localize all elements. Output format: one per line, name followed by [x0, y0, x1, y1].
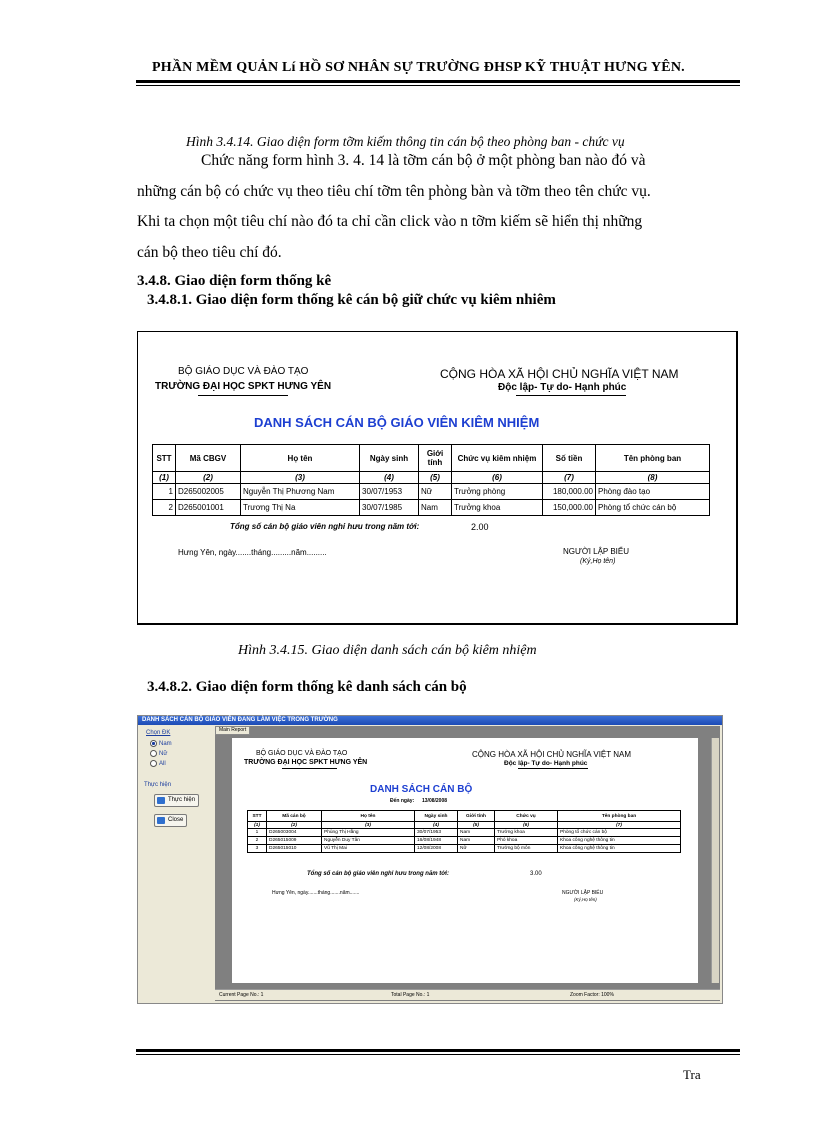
run-icon — [157, 797, 165, 804]
status-total-page: Total Page No.: 1 — [391, 992, 430, 998]
table-header-row — [153, 445, 710, 472]
table-row — [153, 500, 710, 516]
column-number: (6) — [452, 472, 543, 484]
cell-department: Phòng tổ chức cán bộ — [596, 500, 710, 516]
status-zoom: Zoom Factor: 100% — [570, 992, 614, 998]
signer-title: NGƯỜI LẬP BIỂU — [562, 890, 604, 896]
column-header: STT — [248, 811, 267, 822]
section-heading-3-4-8-2: 3.4.8.2. Giao diện form thống kê danh sách cán bộ — [147, 679, 467, 695]
paragraph-line: Khi ta chọn một tiêu chí nào đó ta chỉ cần click vào n tỡm kiếm sẽ hiển thị những — [137, 213, 643, 230]
total-value: 2.00 — [471, 522, 489, 532]
national-motto: Độc lập- Tự do- Hạnh phúc — [504, 760, 588, 767]
signer-note: (Ký,Họ tên) — [574, 897, 597, 902]
app-window-staff-list — [137, 715, 723, 1004]
column-header: Số tiền — [543, 445, 596, 472]
radio-female[interactable] — [150, 750, 167, 757]
cell-department: Khoa công nghệ thông tin — [558, 837, 681, 845]
total-label: Tổng số cán bộ giáo viên nghỉ hưu trong năm tới: — [307, 871, 449, 877]
table-row — [248, 845, 681, 853]
report-viewer — [215, 726, 720, 1001]
cell-gender: Nam — [458, 829, 495, 837]
column-number: (4) — [415, 822, 458, 829]
cell-department: Khoa công nghệ thông tin — [558, 845, 681, 853]
cell-dob: 30/07/1985 — [360, 500, 419, 516]
paragraph-line: Chức năng form hình 3. 4. 14 là tỡm cán bộ ở một phòng ban nào đó và — [201, 152, 646, 169]
ministry-name: BỘ GIÁO DỤC VÀ ĐÀO TẠO — [256, 750, 348, 757]
school-name: TRƯỜNG ĐẠI HỌC SPKT HƯNG YÊN — [155, 381, 332, 392]
column-header: Mã cán bộ — [267, 811, 322, 822]
cell-position: Phó khoa — [495, 837, 558, 845]
cell-id: D265015009 — [267, 837, 322, 845]
sidebar-panel — [140, 726, 210, 1000]
column-header: Ngày sinh — [360, 445, 419, 472]
status-current-page: Current Page No.: 1 — [219, 992, 264, 998]
footer-rule-thin — [136, 1054, 740, 1055]
table-row — [248, 829, 681, 837]
concurrent-staff-table — [152, 444, 710, 516]
signer-title: NGƯỜI LẬP BIỂU — [563, 547, 630, 556]
cell-position: Trưởng khoa — [495, 829, 558, 837]
cell-department: Phòng tổ chức cán bộ — [558, 829, 681, 837]
column-header: Giới tính — [458, 811, 495, 822]
cell-amount: 150,000.00 — [543, 500, 596, 516]
cell-position: Trưởng khoa — [452, 500, 543, 516]
ministry-name: BỘ GIÁO DỤC VÀ ĐÀO TẠO — [178, 366, 309, 377]
radio-male[interactable] — [150, 740, 172, 747]
cell-gender: Nam — [419, 500, 452, 516]
window-title-bar[interactable]: DANH SÁCH CÁN BỘ GIÁO VIÊN ĐANG LÀM VIỆC TRONG TRƯỜNG — [138, 716, 722, 725]
column-number: (2) — [176, 472, 241, 484]
radio-label: Nam — [159, 741, 172, 748]
republic-title: CỘNG HÒA XÃ HỘI CHỦ NGHĨA VIỆT NAM — [472, 750, 631, 759]
column-header: Ngày sinh — [415, 811, 458, 822]
column-number: (1) — [153, 472, 176, 484]
cell-name: Phùng Thị Hằng — [322, 829, 415, 837]
vertical-scrollbar[interactable] — [711, 738, 719, 983]
close-button-label: Close — [168, 817, 184, 823]
cell-gender: Nữ — [419, 484, 452, 500]
close-icon — [157, 817, 165, 824]
footer-rule-thick — [136, 1049, 740, 1052]
column-header: Giới tính — [419, 445, 452, 472]
report-title: DANH SÁCH CÁN BỘ GIÁO VIÊN KIÊM NHIỆM — [254, 415, 540, 430]
column-number: (7) — [543, 472, 596, 484]
body-paragraph — [137, 146, 737, 268]
radio-label: Nữ — [159, 751, 168, 758]
school-underline — [198, 395, 288, 396]
actions-label: Thực hiện — [144, 782, 172, 788]
cell-name: Nguyễn Duy Tân — [322, 837, 415, 845]
figure-caption-3-4-15: Hình 3.4.15. Giao diện danh sách cán bộ kiêm nhiệm — [238, 643, 537, 658]
header-rule-thin — [136, 85, 740, 86]
radio-label: All — [159, 761, 166, 768]
cell-stt: 1 — [248, 829, 267, 837]
column-header: STT — [153, 445, 176, 472]
school-underline — [282, 768, 337, 769]
radio-all[interactable] — [150, 760, 166, 767]
radio-dot — [150, 740, 157, 747]
cell-dob: 12/08/2008 — [415, 845, 458, 853]
tab-main-report[interactable]: Main Report — [215, 726, 250, 735]
column-number: (5) — [419, 472, 452, 484]
cell-stt: 1 — [153, 484, 176, 500]
column-header: Họ tên — [241, 445, 360, 472]
cell-position: Trưởng phòng — [452, 484, 543, 500]
motto-underline — [516, 395, 626, 396]
figure-caption-3-4-14: Hình 3.4.14. Giao diện form tỡm kiếm thông tin cán bộ theo phòng ban - chức vụ — [186, 134, 625, 149]
table-header-row — [248, 811, 681, 822]
column-number: (6) — [495, 822, 558, 829]
column-number: (7) — [558, 822, 681, 829]
place-date: Hưng Yên, ngày.......tháng.........năm......... — [178, 548, 327, 557]
column-number-row — [248, 822, 681, 829]
cell-name: Trương Thị Na — [241, 500, 360, 516]
column-number-row — [153, 472, 710, 484]
choose-condition-label: Chọn ĐK — [146, 730, 171, 736]
close-button[interactable] — [154, 814, 187, 827]
cell-id: D265003004 — [267, 829, 322, 837]
cell-dob: 30/07/1953 — [415, 829, 458, 837]
paragraph-line: cán bộ theo tiêu chí đó. — [137, 243, 282, 261]
execute-button[interactable] — [154, 794, 199, 807]
cell-stt: 3 — [248, 845, 267, 853]
column-header: Mã CBGV — [176, 445, 241, 472]
report-date-label: Đến ngày: — [390, 798, 415, 804]
cell-id: D265015010 — [267, 845, 322, 853]
place-date: Hưng Yên, ngày.......tháng.......năm....... — [272, 890, 360, 896]
column-header: Chức vụ kiêm nhiệm — [452, 445, 543, 472]
cell-dob: 16/08/1948 — [415, 837, 458, 845]
status-bar — [215, 989, 720, 1000]
cell-department: Phòng đào tạo — [596, 484, 710, 500]
cell-name: Vũ Thị Mai — [322, 845, 415, 853]
cell-name: Nguyễn Thị Phương Nam — [241, 484, 360, 500]
column-header: Tên phòng ban — [558, 811, 681, 822]
column-number: (3) — [322, 822, 415, 829]
signer-note: (Ký,Họ tên) — [580, 558, 616, 565]
table-row — [153, 484, 710, 500]
table-row — [248, 837, 681, 845]
total-label: Tổng số cán bộ giáo viên nghỉ hưu trong năm tới: — [230, 522, 420, 531]
report-date-value: 13/08/2008 — [422, 798, 448, 804]
radio-dot — [150, 750, 157, 757]
column-number: (8) — [596, 472, 710, 484]
cell-dob: 30/07/1953 — [360, 484, 419, 500]
national-motto: Độc lập- Tự do- Hạnh phúc — [498, 382, 627, 393]
radio-dot — [150, 760, 157, 767]
page-footer-text: Tra — [683, 1067, 701, 1082]
execute-button-label: Thực hiện — [168, 797, 196, 803]
column-number: (4) — [360, 472, 419, 484]
cell-stt: 2 — [248, 837, 267, 845]
cell-stt: 2 — [153, 500, 176, 516]
column-header: Chức vụ — [495, 811, 558, 822]
cell-position: Trưởng bộ môn — [495, 845, 558, 853]
total-value: 3.00 — [530, 871, 542, 877]
cell-gender: Nữ — [458, 845, 495, 853]
cell-amount: 180,000.00 — [543, 484, 596, 500]
cell-gender: Nam — [458, 837, 495, 845]
column-number: (5) — [458, 822, 495, 829]
column-header: Họ tên — [322, 811, 415, 822]
page-header-title: PHẦN MỀM QUẢN Lí HỒ SƠ NHÂN SỰ TRƯỜNG ĐHSP KỸ THUẬT HƯNG YÊN. — [152, 60, 685, 75]
section-heading-3-4-8-1: 3.4.8.1. Giao diện form thống kê cán bộ giữ chức vụ kiêm nhiêm — [147, 292, 556, 308]
republic-title: CỘNG HÒA XÃ HỘI CHỦ NGHĨA VIỆT NAM — [440, 367, 679, 381]
column-header: Tên phòng ban — [596, 445, 710, 472]
column-number: (1) — [248, 822, 267, 829]
school-name: TRƯỜNG ĐẠI HỌC SPKT HƯNG YÊN — [244, 759, 368, 766]
report-page — [232, 738, 698, 983]
header-rule-thick — [136, 80, 740, 83]
cell-id: D265002005 — [176, 484, 241, 500]
motto-underline — [518, 768, 588, 769]
section-heading-3-4-8: 3.4.8. Giao diện form thống kê — [137, 273, 332, 289]
staff-table — [247, 810, 681, 853]
column-number: (2) — [267, 822, 322, 829]
cell-id: D265001001 — [176, 500, 241, 516]
report-screenshot-concurrent-staff — [137, 331, 738, 625]
column-number: (3) — [241, 472, 360, 484]
paragraph-line: những cán bộ có chức vụ theo tiêu chí tỡm tên phòng bàn và tỡm theo tên chức vụ. — [137, 182, 651, 200]
report-title: DANH SÁCH CÁN BỘ — [370, 784, 473, 795]
